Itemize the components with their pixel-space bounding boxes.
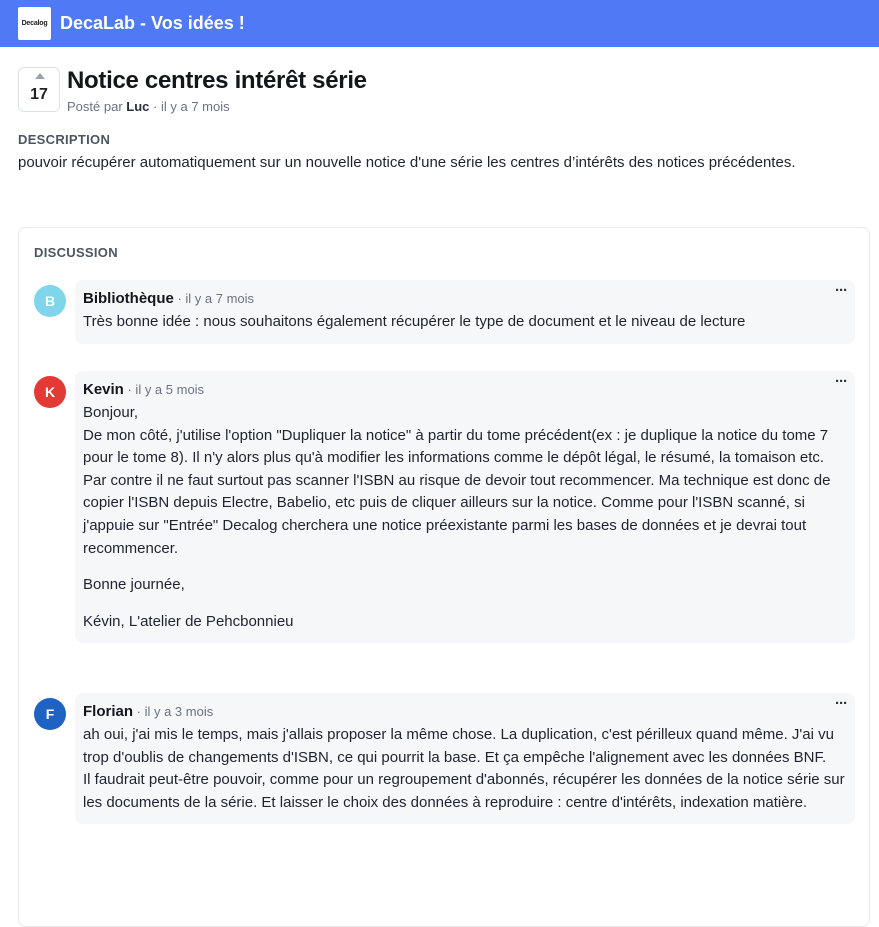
idea-author[interactable]: Luc: [126, 99, 150, 114]
comment-paragraph: Très bonne idée : nous souhaitons également récupérer le type de document et le niveau de lecture: [83, 313, 746, 330]
discussion-panel: [18, 227, 870, 927]
avatar: F: [34, 698, 66, 730]
posted-by-label: Posté par: [67, 99, 123, 114]
vote-button[interactable]: [18, 67, 60, 112]
comment-bubble: [75, 371, 855, 643]
comment-author: Florian: [83, 703, 134, 720]
top-bar: [0, 0, 879, 47]
comment-paragraph: ah oui, j'ai mis le temps, mais j'allais proposer la même chose. La duplication, c'est périlleux quand même. J'ai vu trop d'oublis de changements d'ISBN, ce qui pourrit la base. Et ça empêche l'alignement avec les données BNF. Il faudrait peut-être pouvoir, comme pour un regroupement d'abonnés, récupérer les données de la notice série sur les documents de la série. Et laisser le choix des données à reproduire : centre d'intérêts, indexation matière.: [83, 726, 845, 811]
discussion-label: DISCUSSION: [34, 245, 118, 260]
vote-count: 17: [30, 86, 48, 103]
app-title[interactable]: DecaLab - Vos idées !: [60, 13, 245, 33]
comment-header: [83, 282, 847, 310]
more-options-icon[interactable]: ···: [835, 282, 847, 299]
idea-header: [0, 47, 879, 122]
comment-bubble: [75, 693, 855, 824]
upvote-arrow-icon[interactable]: [35, 73, 45, 79]
comment-bubble: [75, 280, 855, 344]
comment-time: · il y a 7 mois: [177, 291, 255, 306]
comment-body: [83, 724, 845, 814]
idea-title: Notice centres intérêt série: [67, 67, 367, 94]
comment-time: · il y a 3 mois: [136, 704, 214, 719]
comment-author: Bibliothèque: [83, 290, 174, 307]
more-options-icon[interactable]: ···: [835, 373, 847, 390]
description-label: DESCRIPTION: [18, 132, 111, 147]
idea-time: · il y a 7 mois: [153, 99, 230, 114]
comment-time: · il y a 5 mois: [127, 382, 205, 397]
more-options-icon[interactable]: ···: [835, 695, 847, 712]
comment-paragraph: Bonjour, De mon côté, j'utilise l'option "Dupliquer la notice" à partir du tome précédent(ex : je duplique la notice du tome 7 pour le tome 8). Il n'y alors plus qu'à modifier les informations comme le dépôt légal, le résumé, la tomaison etc. Par contre il ne faut surtout pas scanner l'ISBN au risque de devoir tout recommencer. Ma technique est donc de copier l'ISBN depuis Electre, Babelio, etc puis de cliquer ailleurs sur la notice. Comme pour l'ISBN scanné, si j'appuie sur "Entrée" Decalog cherchera une notice préexistante parmi les bases de données et je devrai tout recommencer.: [83, 404, 831, 557]
comment-author: Kevin: [83, 381, 124, 398]
comment-paragraph: Bonne journée,: [83, 576, 185, 594]
comment-header: [83, 695, 847, 723]
description-text: pouvoir récupérer automatiquement sur un nouvelle notice d'une série les centres d’intérêts des notices précédentes.: [18, 154, 796, 171]
comment-body: [83, 311, 845, 334]
comment-body: [83, 402, 845, 633]
avatar: B: [34, 285, 66, 317]
idea-meta: [67, 99, 230, 114]
comment-paragraph: Kévin, L'atelier de Pehcbonnieu: [83, 612, 294, 630]
decalog-logo[interactable]: Decalog: [18, 7, 51, 40]
avatar: K: [34, 376, 66, 408]
comment-header: [83, 373, 847, 401]
